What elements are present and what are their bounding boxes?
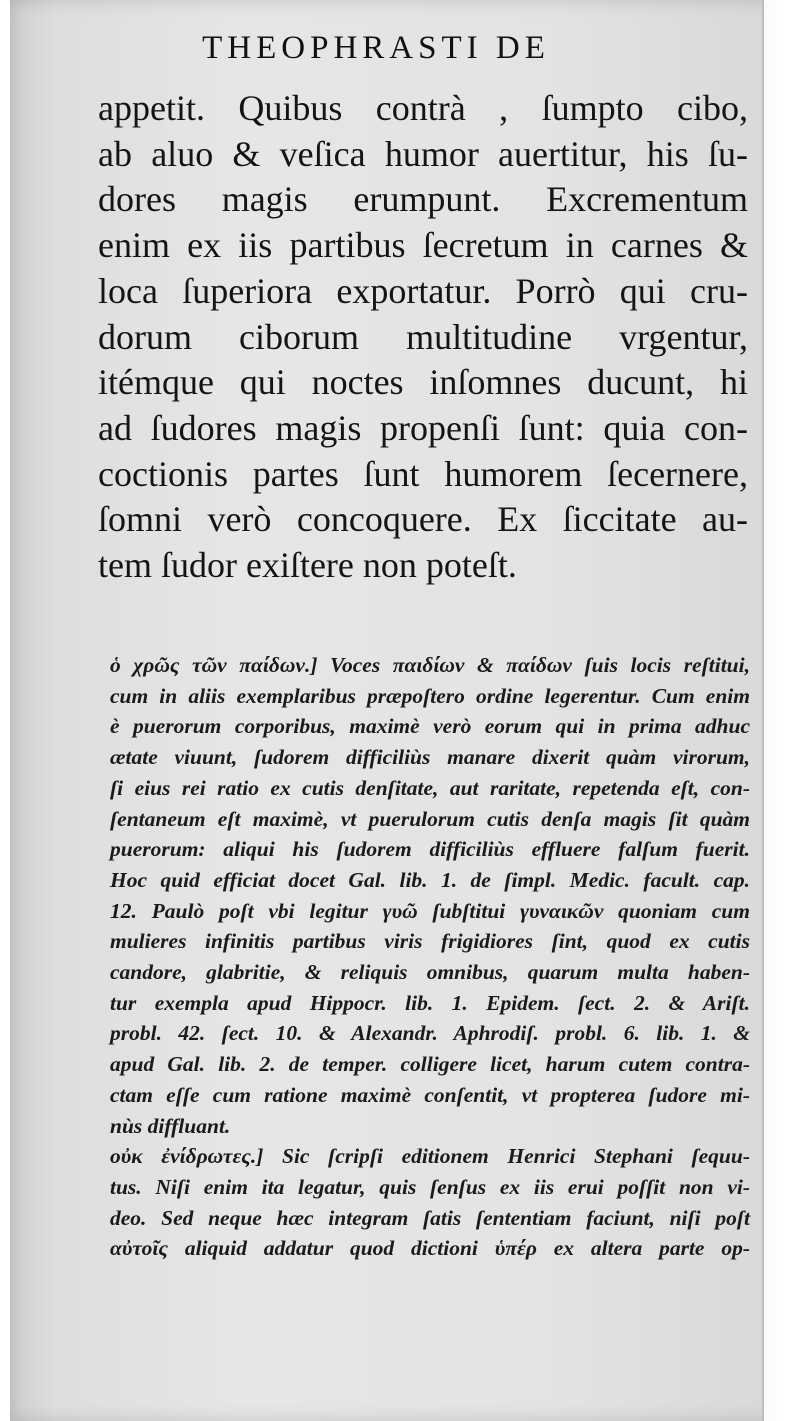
annotation-line: ctam eſſe cum ratione maximè conſentit, vt propterea ſudore mi- (110, 1082, 750, 1107)
annotation-line: candore, glabritie, & reliquis omnibus, quarum multa haben- (110, 960, 750, 985)
annotation-line: mulieres infinitis partibus viris frigidiores ſint, quod ex cutis (110, 929, 750, 954)
annotation-line: probl. 42. ſect. 10. & Alexandr. Aphrodiſ. probl. 6. lib. 1. & (110, 1021, 750, 1046)
annotation-line: Hoc quid efficiat docet Gal. lib. 1. de ſimpl. Medic. facult. cap. (110, 867, 750, 892)
annotation-line: tur exempla apud Hippocr. lib. 1. Epidem. ſect. 2. & Ariſt. (110, 990, 750, 1015)
main-text-line: dores magis erumpunt. Excrementum (98, 179, 748, 220)
annotation-line: puerorum: aliqui his ſudorem difficiliùs effluere falſum fuerit. (110, 837, 750, 862)
main-text-line: ab aluo & veſica humor auertitur, his ſu- (98, 133, 748, 174)
main-text-line: enim ex iis partibus ſecretum in carnes & (98, 225, 748, 266)
main-text-line: tem ſudor exiſtere non poteſt. (98, 545, 517, 586)
page-edge (762, 0, 782, 1421)
main-text-line: dorum ciborum multitudine vrgentur, (98, 316, 748, 357)
annotation-line: οὐκ ἐνίδρωτες.] Sic ſcripſi editionem Henrici Stephani ſequu- (110, 1144, 750, 1169)
main-text-line: coctionis partes ſunt humorem ſecernere, (98, 453, 748, 494)
book-page (10, 0, 782, 1421)
annotation-line: ſentaneum eſt maximè, vt puerulorum cutis denſa magis ſit quàm (110, 806, 750, 831)
main-text-line: appetit. Quibus contrà , ſumpto cibo, (98, 88, 748, 128)
main-text-line: loca ſuperiora exportatur. Porrò qui cru- (98, 270, 748, 311)
annotation-line: ætate viuunt, ſudorem difficiliùs manare dixerit quàm virorum, (110, 745, 750, 770)
main-text-line: ad ſudores magis propenſi ſunt: quia con- (98, 407, 748, 448)
main-text-line: ſomni verò concoquere. Ex ſiccitate au- (98, 499, 748, 540)
annotation-line: αὐτοῖς aliquid addatur quod dictioni ὑπέρ ex altera parte op- (110, 1236, 750, 1261)
annotation-line: nùs diffluant. (110, 1113, 231, 1138)
main-text (98, 86, 748, 589)
running-header: THEOPHRASTI DE (202, 30, 550, 66)
annotation-line: tus. Niſi enim ita legatur, quis ſenſus ex iis erui poſſit non vi- (110, 1174, 750, 1199)
annotation-line: cum in aliis exemplaribus præpoſtero ordine legerentur. Cum enim (110, 683, 750, 708)
annotation-line: ſi eius rei ratio ex cutis denſitate, aut raritate, repetenda eſt, con- (110, 775, 750, 800)
main-text-line: itémque qui noctes inſomnes ducunt, hi (98, 362, 748, 403)
annotation-line: è puerorum corporibus, maximè verò eorum qui in prima adhuc (110, 714, 750, 739)
annotation-line: 12. Paulò poſt vbi legitur γυῶ ſubſtitui γυναικῶν quoniam cum (110, 898, 750, 923)
annotation-line: ὁ χρῶς τῶν παίδων.] Voces παιδίων & παίδων ſuis locis reſtitui, (110, 653, 750, 677)
annotation-line: apud Gal. lib. 2. de temper. colligere licet, harum cutem contra- (110, 1052, 750, 1077)
annotations (110, 650, 750, 1264)
annotation-line: deo. Sed neque hæc integram ſatis ſententiam faciunt, niſi poſt (110, 1205, 750, 1230)
